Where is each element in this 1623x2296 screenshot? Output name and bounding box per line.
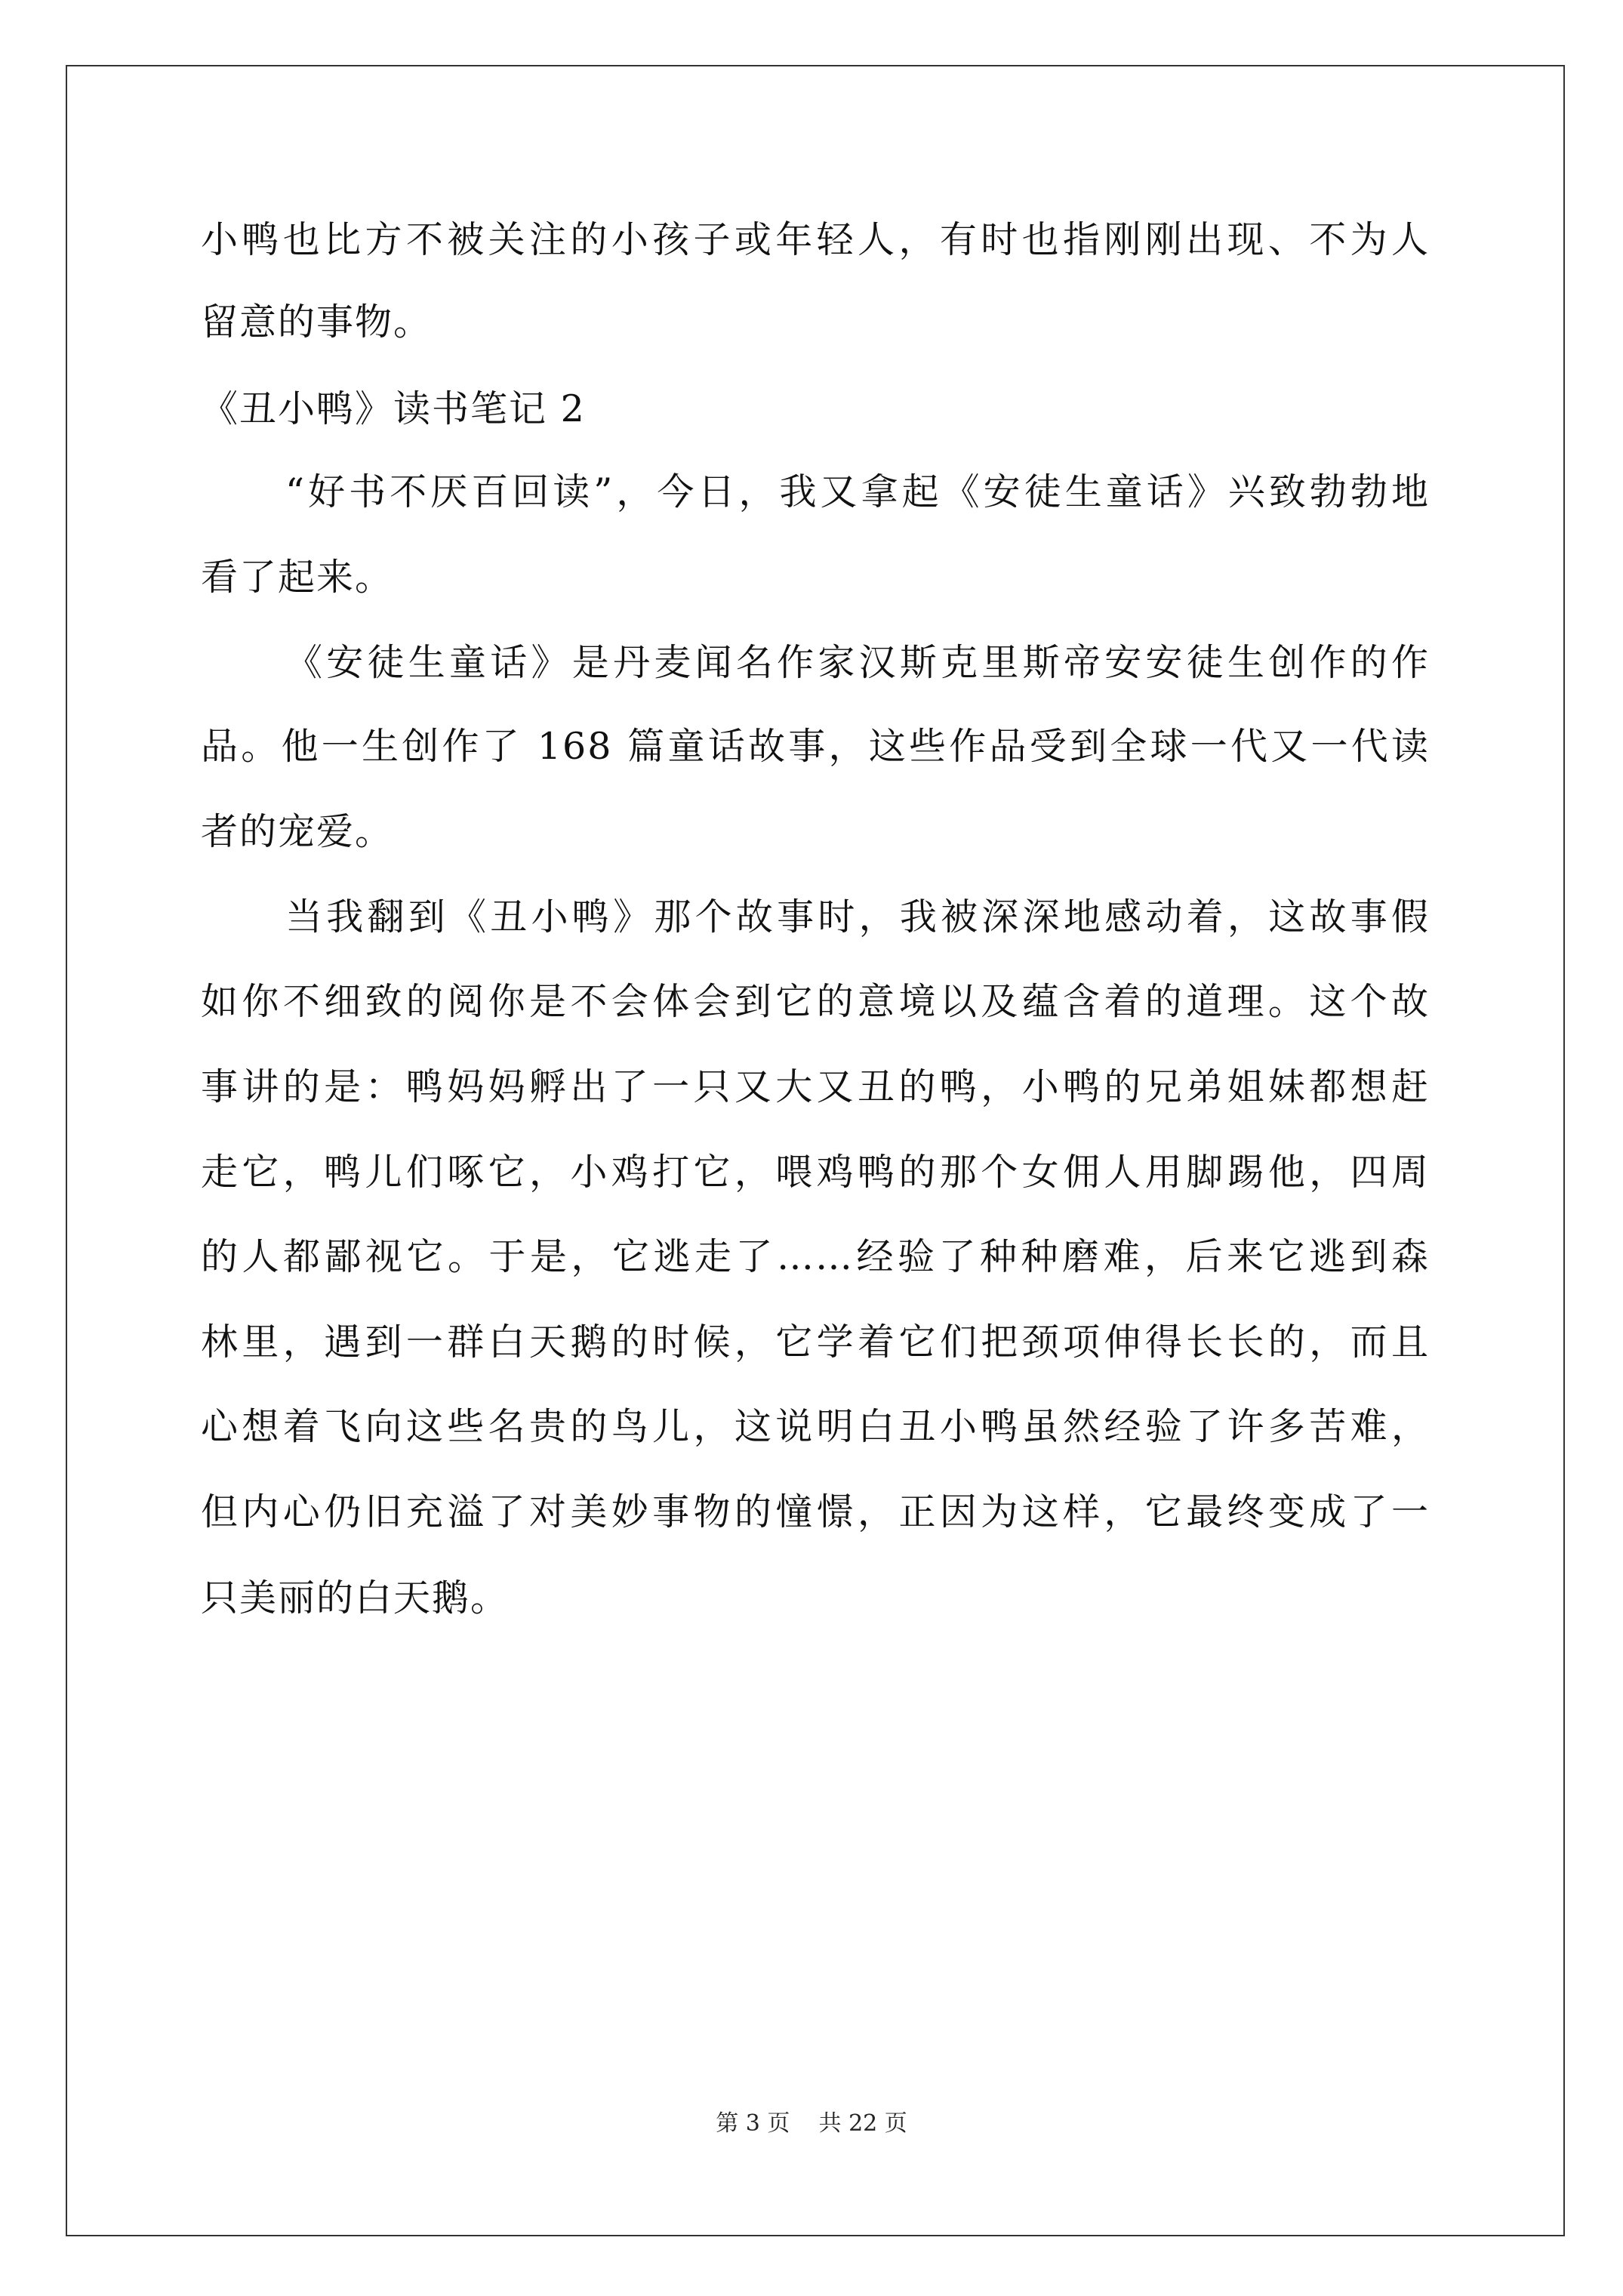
body-line-17: 只美丽的白天鹅。 [201,1576,510,1620]
body-line-16: 但内心仍旧充溢了对美妙事物的憧憬，正因为这样，它最终变成了一 [201,1490,1430,1533]
page-footer [0,2109,1623,2139]
body-line-5: 看了起来。 [201,556,394,599]
body-line-11: 事讲的是：鸭妈妈孵出了一只又大又丑的鸭，小鸭的兄弟姐妹都想赶 [201,1065,1430,1108]
page-total: 共 22 页 [818,2110,907,2137]
body-line-1: 小鸭也比方不被关注的小孩子或年轻人，有时也指刚刚出现、不为人 [201,218,1430,261]
body-line-15: 心想着飞向这些名贵的鸟儿，这说明白丑小鸭虽然经验了许多苦难， [201,1405,1430,1448]
section-heading: 《丑小鸭》读书笔记 2 [201,387,586,430]
body-line-8: 者的宠爱。 [201,810,394,853]
body-line-14: 林里，遇到一群白天鹅的时候，它学着它们把颈项伸得长长的，而且 [201,1321,1430,1364]
body-line-4: “好书不厌百回读”，今日，我又拿起《安徒生童话》兴致勃勃地 [285,470,1430,513]
body-line-7: 品。他一生创作了 168 篇童话故事，这些作品受到全球一代又一代读 [201,725,1430,768]
body-line-2: 留意的事物。 [201,300,433,344]
page-number: 第 3 页 [716,2110,790,2137]
body-line-12: 走它，鸭儿们啄它，小鸡打它，喂鸡鸭的那个女佣人用脚踢他，四周 [201,1151,1430,1194]
body-line-10: 如你不细致的阅你是不会体会到它的意境以及蕴含着的道理。这个故 [201,980,1430,1023]
body-line-13: 的人都鄙视它。于是，它逃走了……经验了种种磨难，后来它逃到森 [201,1235,1430,1278]
body-line-6: 《安徒生童话》是丹麦闻名作家汉斯克里斯帝安安徒生创作的作 [285,641,1430,684]
body-line-9: 当我翻到《丑小鸭》那个故事时，我被深深地感动着，这故事假 [285,895,1430,938]
